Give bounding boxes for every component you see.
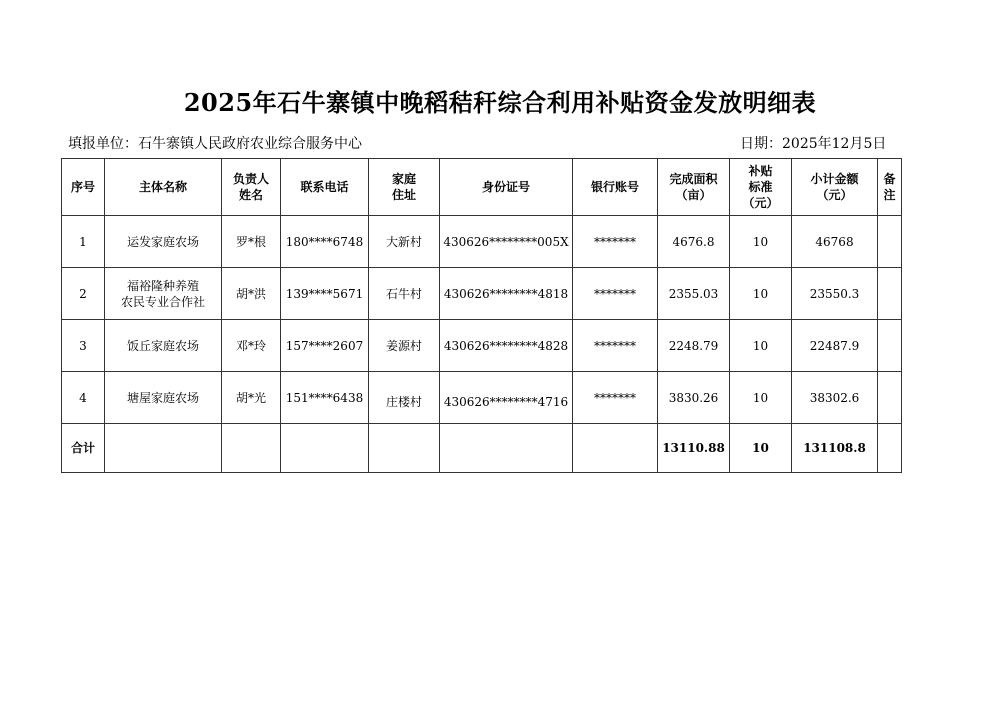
cell-standard: 10 — [730, 372, 792, 424]
cell-index: 1 — [62, 216, 105, 268]
cell-area: 2248.79 — [658, 320, 730, 372]
cell-area: 3830.26 — [658, 372, 730, 424]
cell-id-number — [440, 372, 573, 424]
total-empty-cell — [281, 424, 369, 473]
cell-entity-name — [105, 268, 222, 320]
cell-address-text: 庄楼村 — [385, 394, 422, 409]
cell-amount: 46768 — [792, 216, 878, 268]
table-header-row — [62, 159, 902, 216]
cell-bank-account: ******* — [573, 320, 658, 372]
cell-address — [369, 372, 440, 424]
cell-address: 姜源村 — [369, 320, 440, 372]
cell-remarks — [878, 320, 902, 372]
total-empty-cell — [369, 424, 440, 473]
cell-bank-account: ******* — [573, 268, 658, 320]
reporting-unit: 填报单位：石牛寨镇人民政府农业综合服务中心 — [68, 136, 362, 152]
cell-index: 4 — [62, 372, 105, 424]
table-row — [62, 268, 902, 320]
header-index: 序号 — [62, 159, 105, 216]
cell-remarks — [878, 268, 902, 320]
cell-remarks — [878, 372, 902, 424]
header-remarks: 备注 — [878, 159, 902, 216]
cell-entity-name: 运发家庭农场 — [105, 216, 222, 268]
cell-amount: 23550.3 — [792, 268, 878, 320]
cell-address: 大新村 — [369, 216, 440, 268]
header-area-text: 完成面积 （亩） — [669, 172, 718, 202]
total-label: 合计 — [62, 424, 105, 473]
cell-area: 2355.03 — [658, 268, 730, 320]
subsidy-table — [61, 158, 902, 473]
header-amount-text: 小计金额 （元） — [810, 172, 859, 202]
cell-address: 石牛村 — [369, 268, 440, 320]
total-empty-cell — [105, 424, 222, 473]
header-address-text: 家庭 住址 — [391, 172, 416, 202]
cell-id-number: 430626********005X — [440, 216, 573, 268]
header-area — [658, 159, 730, 216]
cell-id-number: 430626********4828 — [440, 320, 573, 372]
cell-area: 4676.8 — [658, 216, 730, 268]
cell-standard: 10 — [730, 320, 792, 372]
cell-phone: 151****6438 — [281, 372, 369, 424]
header-address — [369, 159, 440, 216]
total-amount: 131108.8 — [792, 424, 878, 473]
cell-person-name: 胡*光 — [222, 372, 281, 424]
cell-person-name: 罗*根 — [222, 216, 281, 268]
cell-bank-account: ******* — [573, 372, 658, 424]
cell-standard: 10 — [730, 268, 792, 320]
total-empty-cell — [440, 424, 573, 473]
header-entity-name: 主体名称 — [105, 159, 222, 216]
cell-phone: 139****5671 — [281, 268, 369, 320]
cell-entity-name-text: 福裕隆种养殖 农民专业合作社 — [120, 278, 205, 309]
cell-index: 3 — [62, 320, 105, 372]
cell-amount: 22487.9 — [792, 320, 878, 372]
page-title: 2025年石牛寨镇中晚稻秸秆综合利用补贴资金发放明细表 — [183, 88, 817, 117]
header-phone: 联系电话 — [281, 159, 369, 216]
total-empty-cell — [573, 424, 658, 473]
cell-person-name: 胡*洪 — [222, 268, 281, 320]
header-standard — [730, 159, 792, 216]
header-bank-account: 银行账号 — [573, 159, 658, 216]
total-empty-cell — [222, 424, 281, 473]
cell-index: 2 — [62, 268, 105, 320]
cell-id-number-text: 430626********4716 — [443, 394, 569, 409]
cell-phone: 157****2607 — [281, 320, 369, 372]
header-amount — [792, 159, 878, 216]
cell-id-number: 430626********4818 — [440, 268, 573, 320]
cell-entity-name: 饭丘家庭农场 — [105, 320, 222, 372]
table-row — [62, 216, 902, 268]
cell-remarks — [878, 216, 902, 268]
total-remarks — [878, 424, 902, 473]
cell-entity-name: 塘屋家庭农场 — [105, 372, 222, 424]
header-id-number: 身份证号 — [440, 159, 573, 216]
cell-person-name: 邓*玲 — [222, 320, 281, 372]
header-standard-text: 补贴 标准 （元） — [742, 164, 779, 210]
table-row — [62, 320, 902, 372]
cell-amount: 38302.6 — [792, 372, 878, 424]
header-person-name — [222, 159, 281, 216]
cell-bank-account: ******* — [573, 216, 658, 268]
total-standard: 10 — [730, 424, 792, 473]
cell-phone: 180****6748 — [281, 216, 369, 268]
total-row — [62, 424, 902, 473]
table-row — [62, 372, 902, 424]
header-person-name-text: 负责人 姓名 — [232, 172, 269, 202]
report-date: 日期：2025年12月5日 — [740, 136, 887, 152]
total-area: 13110.88 — [658, 424, 730, 473]
cell-standard: 10 — [730, 216, 792, 268]
